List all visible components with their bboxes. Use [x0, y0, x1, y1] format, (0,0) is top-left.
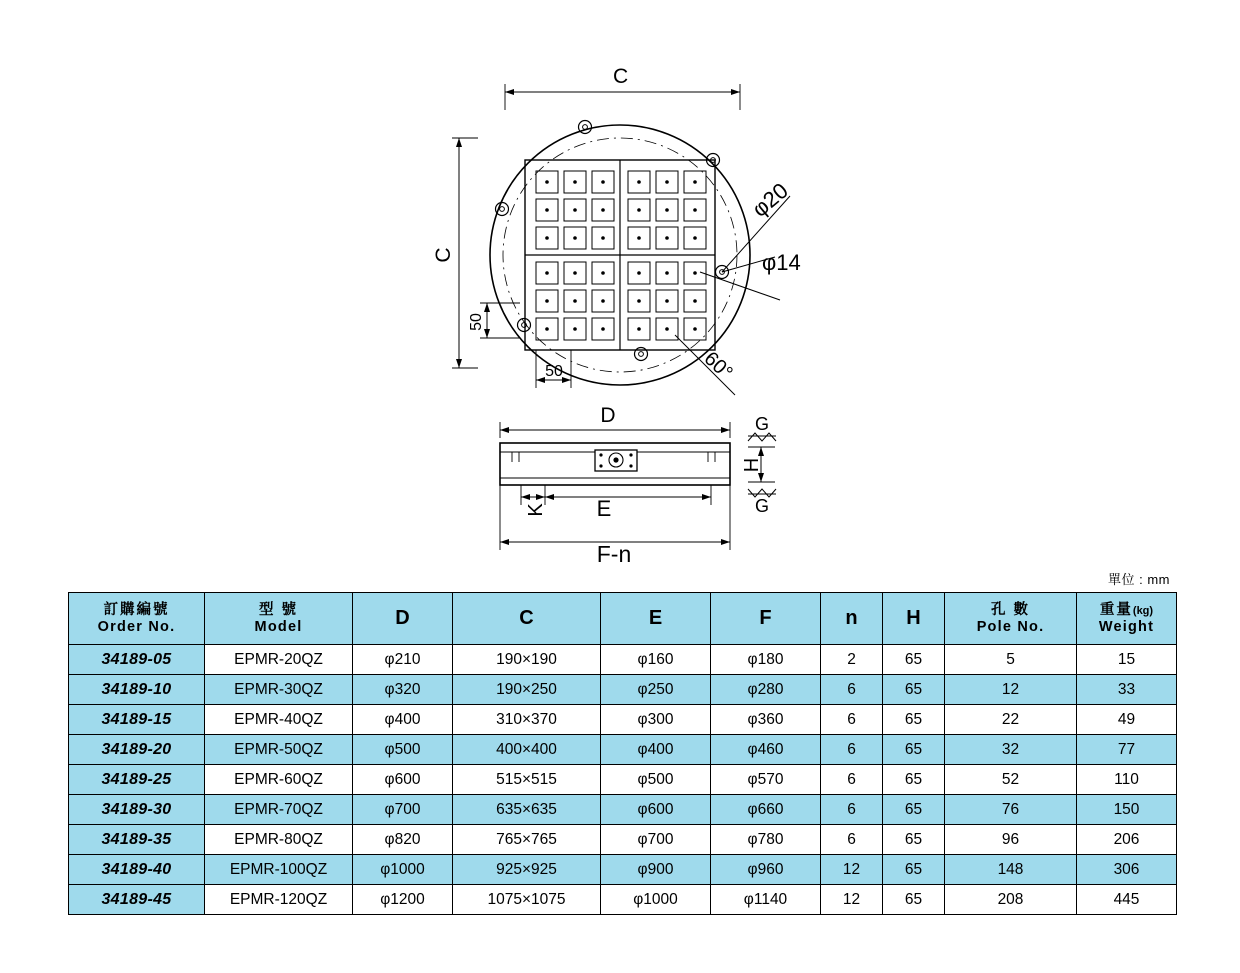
cell-model: EPMR-70QZ	[205, 795, 353, 825]
table-row	[69, 645, 1177, 675]
label-hole-large: φ20	[747, 177, 793, 222]
cell-e: φ700	[601, 825, 711, 855]
cell-h: 65	[883, 645, 945, 675]
label-50-vertical: 50	[468, 313, 485, 331]
cell-model: EPMR-120QZ	[205, 885, 353, 915]
cell-e: φ500	[601, 765, 711, 795]
table-row	[69, 735, 1177, 765]
cell-order: 34189-35	[69, 825, 205, 855]
cell-c: 635×635	[453, 795, 601, 825]
cell-order: 34189-45	[69, 885, 205, 915]
cell-e: φ600	[601, 795, 711, 825]
table-header-row	[69, 593, 1177, 645]
cell-weight: 206	[1077, 825, 1177, 855]
cell-f: φ360	[711, 705, 821, 735]
top-view	[432, 65, 801, 395]
label-dim-d: D	[600, 404, 616, 427]
table-row	[69, 705, 1177, 735]
table-row	[69, 765, 1177, 795]
cell-model: EPMR-40QZ	[205, 705, 353, 735]
header-h: H	[883, 593, 945, 645]
cell-order: 34189-30	[69, 795, 205, 825]
cell-d: φ500	[353, 735, 453, 765]
cell-weight: 33	[1077, 675, 1177, 705]
cell-order: 34189-20	[69, 735, 205, 765]
table-row	[69, 675, 1177, 705]
header-f: F	[711, 593, 821, 645]
cell-order: 34189-15	[69, 705, 205, 735]
cell-f: φ960	[711, 855, 821, 885]
cell-weight: 49	[1077, 705, 1177, 735]
cell-model: EPMR-30QZ	[205, 675, 353, 705]
connector-pin	[613, 457, 618, 462]
cell-h: 65	[883, 855, 945, 885]
cell-order: 34189-05	[69, 645, 205, 675]
cell-e: φ160	[601, 645, 711, 675]
cell-d: φ400	[353, 705, 453, 735]
header-d: D	[353, 593, 453, 645]
cell-n: 12	[821, 885, 883, 915]
cell-weight: 306	[1077, 855, 1177, 885]
cell-c: 190×250	[453, 675, 601, 705]
connector-screw-bl	[599, 464, 602, 467]
cell-n: 6	[821, 705, 883, 735]
cell-model: EPMR-100QZ	[205, 855, 353, 885]
cell-h: 65	[883, 885, 945, 915]
cell-n: 6	[821, 675, 883, 705]
cell-model: EPMR-20QZ	[205, 645, 353, 675]
cell-pole: 22	[945, 705, 1077, 735]
cell-h: 65	[883, 705, 945, 735]
cell-pole: 148	[945, 855, 1077, 885]
cell-h: 65	[883, 675, 945, 705]
cell-pole: 76	[945, 795, 1077, 825]
label-dim-k: K	[525, 503, 547, 517]
label-dim-fn: F-n	[596, 541, 632, 567]
header-model-en: Model	[254, 618, 303, 635]
label-finish-bottom: G	[754, 496, 770, 516]
cell-pole: 32	[945, 735, 1077, 765]
cell-model: EPMR-60QZ	[205, 765, 353, 795]
cell-c: 400×400	[453, 735, 601, 765]
cell-n: 6	[821, 765, 883, 795]
label-dim-c-left: C	[432, 247, 455, 263]
cell-f: φ570	[711, 765, 821, 795]
header-c: C	[453, 593, 601, 645]
cell-weight: 445	[1077, 885, 1177, 915]
cell-h: 65	[883, 795, 945, 825]
cell-d: φ1000	[353, 855, 453, 885]
header-n: n	[821, 593, 883, 645]
cell-e: φ250	[601, 675, 711, 705]
cell-pole: 5	[945, 645, 1077, 675]
cell-c: 765×765	[453, 825, 601, 855]
header-pole-no	[945, 593, 1077, 645]
cell-f: φ660	[711, 795, 821, 825]
cell-n: 12	[821, 855, 883, 885]
cell-d: φ820	[353, 825, 453, 855]
cell-c: 310×370	[453, 705, 601, 735]
connector-screw-br	[629, 464, 632, 467]
header-model-cn: 型 號	[258, 601, 299, 618]
label-finish-top: G	[754, 414, 770, 434]
cell-d: φ700	[353, 795, 453, 825]
cell-pole: 52	[945, 765, 1077, 795]
cell-f: φ780	[711, 825, 821, 855]
cell-order: 34189-25	[69, 765, 205, 795]
cell-f: φ1140	[711, 885, 821, 915]
cell-d: φ210	[353, 645, 453, 675]
header-weight	[1077, 593, 1177, 645]
cell-weight: 110	[1077, 765, 1177, 795]
cell-n: 6	[821, 795, 883, 825]
cell-d: φ320	[353, 675, 453, 705]
cell-d: φ600	[353, 765, 453, 795]
unit-note: 單位 : mm	[1108, 572, 1170, 587]
cell-c: 515×515	[453, 765, 601, 795]
cell-f: φ460	[711, 735, 821, 765]
cell-pole: 12	[945, 675, 1077, 705]
header-order-no-cn: 訂購編號	[103, 601, 170, 618]
connector-screw-tr	[629, 453, 632, 456]
table-row	[69, 855, 1177, 885]
cell-c: 925×925	[453, 855, 601, 885]
table-row	[69, 885, 1177, 915]
cell-pole: 208	[945, 885, 1077, 915]
label-dim-c-top: C	[613, 65, 629, 88]
table-row	[69, 795, 1177, 825]
cell-c: 190×190	[453, 645, 601, 675]
spec-table-container	[68, 592, 1176, 915]
header-weight-cn: 重量(kg)	[1099, 601, 1154, 618]
cell-pole: 96	[945, 825, 1077, 855]
cell-h: 65	[883, 735, 945, 765]
label-hole-small: φ14	[762, 250, 801, 275]
header-weight-en: Weight	[1098, 618, 1155, 635]
cell-weight: 77	[1077, 735, 1177, 765]
connector-screw-tl	[599, 453, 602, 456]
cell-n: 6	[821, 735, 883, 765]
header-pole-no-cn: 孔 數	[990, 601, 1031, 618]
header-pole-no-en: Pole No.	[976, 618, 1045, 635]
cell-weight: 150	[1077, 795, 1177, 825]
cell-order: 34189-40	[69, 855, 205, 885]
cell-e: φ300	[601, 705, 711, 735]
header-e: E	[601, 593, 711, 645]
header-order-no-en: Order No.	[97, 618, 176, 635]
label-dim-h: H	[741, 457, 763, 473]
header-order-no	[69, 593, 205, 645]
cell-h: 65	[883, 765, 945, 795]
label-dim-e: E	[596, 496, 612, 521]
cell-e: φ1000	[601, 885, 711, 915]
cell-h: 65	[883, 825, 945, 855]
cell-d: φ1200	[353, 885, 453, 915]
cell-n: 2	[821, 645, 883, 675]
label-angle: 60°	[699, 347, 737, 385]
cell-weight: 15	[1077, 645, 1177, 675]
cell-model: EPMR-50QZ	[205, 735, 353, 765]
label-50-horizontal: 50	[545, 363, 563, 380]
side-view	[500, 404, 776, 567]
cell-order: 34189-10	[69, 675, 205, 705]
leader-angle	[700, 272, 780, 300]
mounting-holes	[496, 121, 729, 361]
table-body	[69, 645, 1177, 915]
cell-f: φ180	[711, 645, 821, 675]
cell-e: φ900	[601, 855, 711, 885]
header-model	[205, 593, 353, 645]
cell-model: EPMR-80QZ	[205, 825, 353, 855]
spec-table	[68, 592, 1177, 915]
table-row	[69, 825, 1177, 855]
cell-c: 1075×1075	[453, 885, 601, 915]
cell-f: φ280	[711, 675, 821, 705]
cell-e: φ400	[601, 735, 711, 765]
cell-n: 6	[821, 825, 883, 855]
